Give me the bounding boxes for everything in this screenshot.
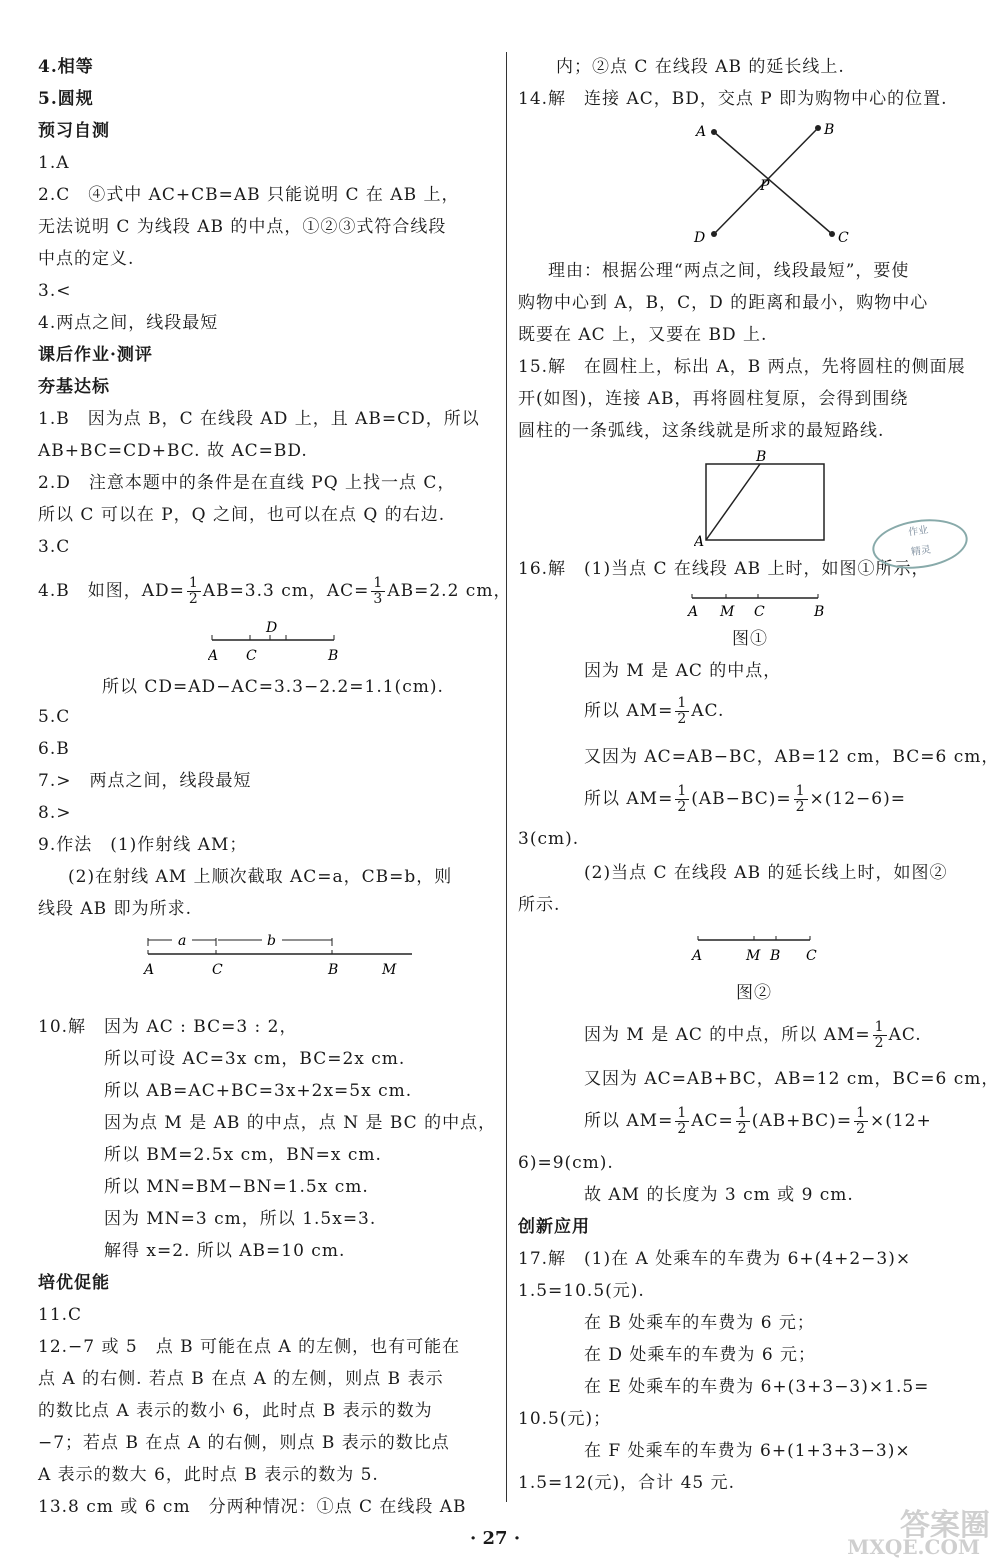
- stamp-logo: 作业 精灵: [869, 514, 971, 575]
- answer-line: 所以 CD=AD−AC=3.3−2.2=1.1(cm).: [102, 677, 444, 697]
- answer-line: 因为点 M 是 AB 的中点，点 N 是 BC 的中点，: [104, 1113, 497, 1133]
- answer-line: 3.<: [38, 281, 72, 301]
- answer-line: (2)在射线 AM 上顺次截取 AC=a，CB=b，则: [68, 867, 453, 887]
- answer-line: 因为 M 是 AC 的中点，所以 AM= $\frac{1}{2}$ AC.: [584, 1019, 922, 1051]
- answer-line: 所以 C 可以在 P，Q 之间，也可以在点 Q 的右边.: [38, 505, 446, 525]
- answer-line: 所以 AM= $\frac{1}{2}$ AC.: [584, 695, 725, 727]
- answer-line: 内；②点 C 在线段 AB 的延长线上.: [556, 57, 845, 77]
- figure-caption: 图②: [736, 983, 772, 1003]
- svg-text:M: M: [382, 962, 397, 978]
- answer-line: 所以 AB=AC+BC=3x+2x=5x cm.: [104, 1081, 413, 1101]
- answer-line: (2)当点 C 在线段 AB 的延长线上时，如图②: [584, 863, 948, 883]
- section-heading: 课后作业·测评: [38, 345, 153, 365]
- section-heading: 夯基达标: [38, 377, 110, 397]
- fraction: $\frac{1}{2}$: [188, 575, 199, 607]
- fraction: $\frac{1}{2}$: [677, 783, 688, 815]
- answer-line: −7；若点 B 在点 A 的右侧，则点 B 表示的数比点: [38, 1433, 450, 1453]
- answer-line: 6)=9(cm).: [518, 1153, 614, 1173]
- answer-line: 2.C ④式中 AC+CB=AB 只能说明 C 在 AB 上，: [38, 185, 460, 205]
- answer-line: 1.5=12(元)，合计 45 元.: [518, 1473, 736, 1493]
- column-divider: [506, 52, 507, 1502]
- svg-text:A: A: [694, 534, 705, 548]
- answer-line: 所示.: [518, 895, 561, 915]
- construction-figure-9: [142, 928, 432, 980]
- segment-figure-4: [208, 618, 348, 666]
- fraction: $\frac{1}{2}$: [677, 695, 688, 727]
- svg-text:B: B: [824, 122, 835, 138]
- answer-line: 在 F 处乘车的车费为 6+(1+3+3−3)×: [584, 1441, 911, 1461]
- svg-text:A: A: [688, 604, 699, 620]
- answer-line: 的数比点 A 表示的数小 6，此时点 B 表示的数为: [38, 1401, 433, 1421]
- answer-line: 所以 BM=2.5x cm，BN=x cm.: [104, 1145, 382, 1165]
- answer-line: 4.B 如图，AD= $\frac{1}{2}$ AB=3.3 cm，AC= $\frac{1}{3}$ AB=2.2 cm，: [38, 575, 512, 607]
- answer-line: 因为 MN=3 cm，所以 1.5x=3.: [104, 1209, 377, 1229]
- fraction: $\frac{1}{3}$: [373, 575, 384, 607]
- svg-text:B: B: [756, 449, 767, 465]
- answer-line: 故 AM 的长度为 3 cm 或 9 cm.: [584, 1185, 854, 1205]
- cylinder-net-figure: [694, 448, 834, 548]
- svg-text:A: A: [696, 124, 707, 140]
- answer-line: 16.解 (1)当点 C 在线段 AB 上时，如图①所示，: [518, 559, 930, 579]
- answer-line: 解得 x=2. 所以 AB=10 cm.: [104, 1241, 346, 1261]
- answer-line: 所以 MN=BM−BN=1.5x cm.: [104, 1177, 369, 1197]
- svg-text:A: A: [144, 962, 155, 978]
- svg-text:P: P: [760, 178, 770, 194]
- answer-line: 13.8 cm 或 6 cm 分两种情况：①点 C 在线段 AB: [38, 1497, 467, 1517]
- svg-text:C: C: [246, 648, 257, 664]
- answer-line: 4.两点之间，线段最短: [38, 313, 219, 333]
- fraction: $\frac{1}{2}$: [856, 1105, 866, 1137]
- svg-text:a: a: [178, 933, 187, 949]
- answer-line: 又因为 AC=AB+BC，AB=12 cm，BC=6 cm，: [584, 1069, 1000, 1089]
- answer-line: 1.A: [38, 153, 70, 173]
- answer-line: 圆柱的一条弧线，这条线就是所求的最短路线.: [518, 421, 885, 441]
- svg-text:C: C: [754, 604, 765, 620]
- answer-line: 5.圆规: [38, 89, 94, 109]
- section-heading: 创新应用: [518, 1217, 590, 1237]
- svg-text:C: C: [806, 948, 817, 964]
- segment-figure-16-2: [688, 928, 828, 968]
- answer-line: 10.解 因为 AC : BC=3 : 2，: [38, 1017, 298, 1037]
- answer-line: 15.解 在圆柱上，标出 A，B 两点，先将圆柱的侧面展: [518, 357, 966, 377]
- answer-line: 所以可设 AC=3x cm，BC=2x cm.: [104, 1049, 406, 1069]
- fraction: $\frac{1}{2}$: [737, 1105, 748, 1137]
- fraction: $\frac{1}{2}$: [874, 1019, 885, 1051]
- answer-line: 1.B 因为点 B，C 在线段 AD 上，且 AB=CD，所以: [38, 409, 480, 429]
- svg-text:B: B: [770, 948, 781, 964]
- fraction: $\frac{1}{2}$: [677, 1105, 688, 1137]
- answer-line: 购物中心到 A，B，C，D 的距离和最小，购物中心: [518, 293, 929, 313]
- watermark-url: MXQE.COM: [847, 1535, 980, 1559]
- answer-line: 3(cm).: [518, 829, 580, 849]
- answer-line: 11.C: [38, 1305, 83, 1325]
- answer-line: 8.>: [38, 803, 72, 823]
- answer-line: A 表示的数大 6，此时点 B 表示的数为 5.: [38, 1465, 379, 1485]
- svg-text:M: M: [746, 948, 761, 964]
- answer-line: 因为 M 是 AC 的中点，: [584, 661, 782, 681]
- answer-line: 2.D 注意本题中的条件是在直线 PQ 上找一点 C，: [38, 473, 456, 493]
- answer-line: 12.−7 或 5 点 B 可能在点 A 的左侧，也有可能在: [38, 1337, 461, 1357]
- answer-line: 理由：根据公理“两点之间，线段最短”，要使: [548, 261, 910, 281]
- answer-line: 在 E 处乘车的车费为 6+(3+3−3)×1.5=: [584, 1377, 930, 1397]
- svg-text:D: D: [266, 620, 278, 636]
- svg-text:C: C: [212, 962, 223, 978]
- fraction: $\frac{1}{2}$: [795, 783, 806, 815]
- svg-text:C: C: [838, 230, 849, 246]
- answer-line: 14.解 连接 AC，BD，交点 P 即为购物中心的位置.: [518, 89, 948, 109]
- answer-line: 9.作法 (1)作射线 AM；: [38, 835, 248, 855]
- watermark-logo: 答案圈: [900, 1508, 990, 1543]
- answer-line: 所以 AM= $\frac{1}{2}$ AC= $\frac{1}{2}$ (AB+BC)= $\frac{1}{2}$ ×(12+: [584, 1105, 932, 1137]
- segment-figure-16-1: [686, 586, 826, 622]
- page-number: · 27 ·: [470, 1528, 521, 1549]
- figure-caption: 图①: [732, 629, 768, 649]
- svg-text:B: B: [328, 962, 339, 978]
- answer-line: 线段 AB 即为所求.: [38, 899, 192, 919]
- svg-text:D: D: [694, 230, 706, 246]
- svg-text:M: M: [720, 604, 735, 620]
- answer-line: 6.B: [38, 739, 70, 759]
- answer-line: 又因为 AC=AB−BC，AB=12 cm，BC=6 cm，: [584, 747, 1000, 767]
- answer-line: 所以 AM= $\frac{1}{2}$ (AB−BC)= $\frac{1}{2}$ ×(12−6)=: [584, 783, 906, 815]
- answer-line: 点 A 的右侧. 若点 B 在点 A 的左侧，则点 B 表示: [38, 1369, 444, 1389]
- answer-line: 3.C: [38, 537, 71, 557]
- svg-text:B: B: [328, 648, 339, 664]
- svg-text:A: A: [692, 948, 703, 964]
- answer-line: 17.解 (1)在 A 处乘车的车费为 6+(4+2−3)×: [518, 1249, 912, 1269]
- answer-line: 7.> 两点之间，线段最短: [38, 771, 252, 791]
- answer-line: 5.C: [38, 707, 71, 727]
- answer-line: 4.相等: [38, 57, 94, 77]
- answer-line: 开(如图)，连接 AB，再将圆柱复原，会得到围绕: [518, 389, 909, 409]
- answer-line: AB+BC=CD+BC. 故 AC=BD.: [38, 441, 308, 461]
- answer-line: 在 D 处乘车的车费为 6 元；: [584, 1345, 817, 1365]
- section-heading: 预习自测: [38, 121, 110, 141]
- section-heading: 培优促能: [38, 1273, 110, 1293]
- answer-line: 在 B 处乘车的车费为 6 元；: [584, 1313, 815, 1333]
- answer-line: 中点的定义.: [38, 249, 135, 269]
- shopping-center-figure: [686, 116, 856, 252]
- answer-line: 1.5=10.5(元).: [518, 1281, 645, 1301]
- svg-text:b: b: [267, 933, 276, 949]
- answer-line: 10.5(元)；: [518, 1409, 612, 1429]
- answer-line: 既要在 AC 上，又要在 BD 上.: [518, 325, 768, 345]
- answer-line: 无法说明 C 为线段 AB 的中点，①②③式符合线段: [38, 217, 447, 237]
- svg-text:B: B: [814, 604, 825, 620]
- svg-text:A: A: [208, 648, 219, 664]
